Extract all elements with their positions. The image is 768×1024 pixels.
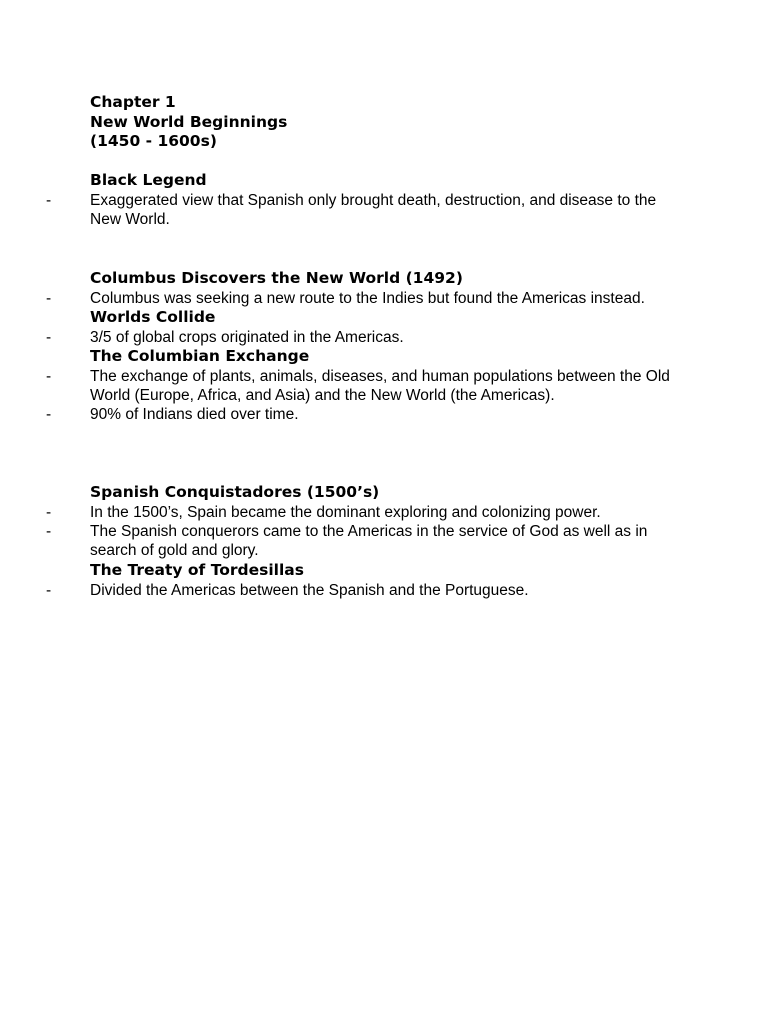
bullet-text: 90% of Indians died over time. [90, 405, 299, 423]
list-item [46, 581, 690, 600]
bullet-marker: - [46, 367, 52, 385]
section-worlds-collide [46, 308, 690, 347]
section-columbian-exchange [46, 347, 690, 424]
section-tordesillas [46, 561, 690, 600]
list-item [46, 522, 690, 560]
section-conquistadores [46, 483, 690, 560]
bullet-text: Columbus was seeking a new route to the Indies but found the Americas instead. [90, 289, 645, 307]
bullet-text: The Spanish conquerors came to the Americas in the service of God as well as in search of gold and glory. [90, 522, 648, 559]
list-item [46, 289, 690, 308]
bullet-text: In the 1500’s, Spain became the dominant exploring and colonizing power. [90, 503, 601, 521]
bullet-marker: - [46, 522, 52, 540]
section-heading: Spanish Conquistadores (1500’s) [90, 483, 380, 501]
list-item [46, 503, 690, 522]
bullet-text: Divided the Americas between the Spanish and the Portuguese. [90, 581, 529, 599]
section-heading: The Columbian Exchange [90, 347, 310, 365]
section-heading: Columbus Discovers the New World (1492) [90, 269, 463, 287]
chapter-label: Chapter 1 [90, 93, 176, 111]
bullet-text: 3/5 of global crops originated in the Americas. [90, 328, 404, 346]
list-item [46, 328, 690, 347]
bullet-marker: - [46, 191, 52, 209]
title-block [90, 93, 690, 152]
bullet-marker: - [46, 503, 52, 521]
bullet-marker: - [46, 289, 52, 307]
bullet-marker: - [46, 405, 52, 423]
chapter-title: New World Beginnings [90, 112, 288, 131]
bullet-marker: - [46, 328, 52, 346]
bullet-text: Exaggerated view that Spanish only brought death, destruction, and disease to the New World. [90, 191, 657, 228]
section-heading: The Treaty of Tordesillas [90, 561, 304, 579]
section-columbus [46, 269, 690, 308]
list-item [46, 367, 690, 405]
section-heading: Worlds Collide [90, 308, 216, 326]
chapter-years: (1450 - 1600s) [90, 132, 217, 150]
section-black-legend [46, 171, 690, 229]
bullet-text: The exchange of plants, animals, diseases, and human populations between the Old World (Europe, Africa, and Asia) and the New World (the Americas). [90, 367, 670, 404]
bullet-marker: - [46, 581, 52, 599]
list-item [46, 191, 690, 229]
section-heading: Black Legend [90, 171, 207, 189]
list-item [46, 405, 690, 424]
